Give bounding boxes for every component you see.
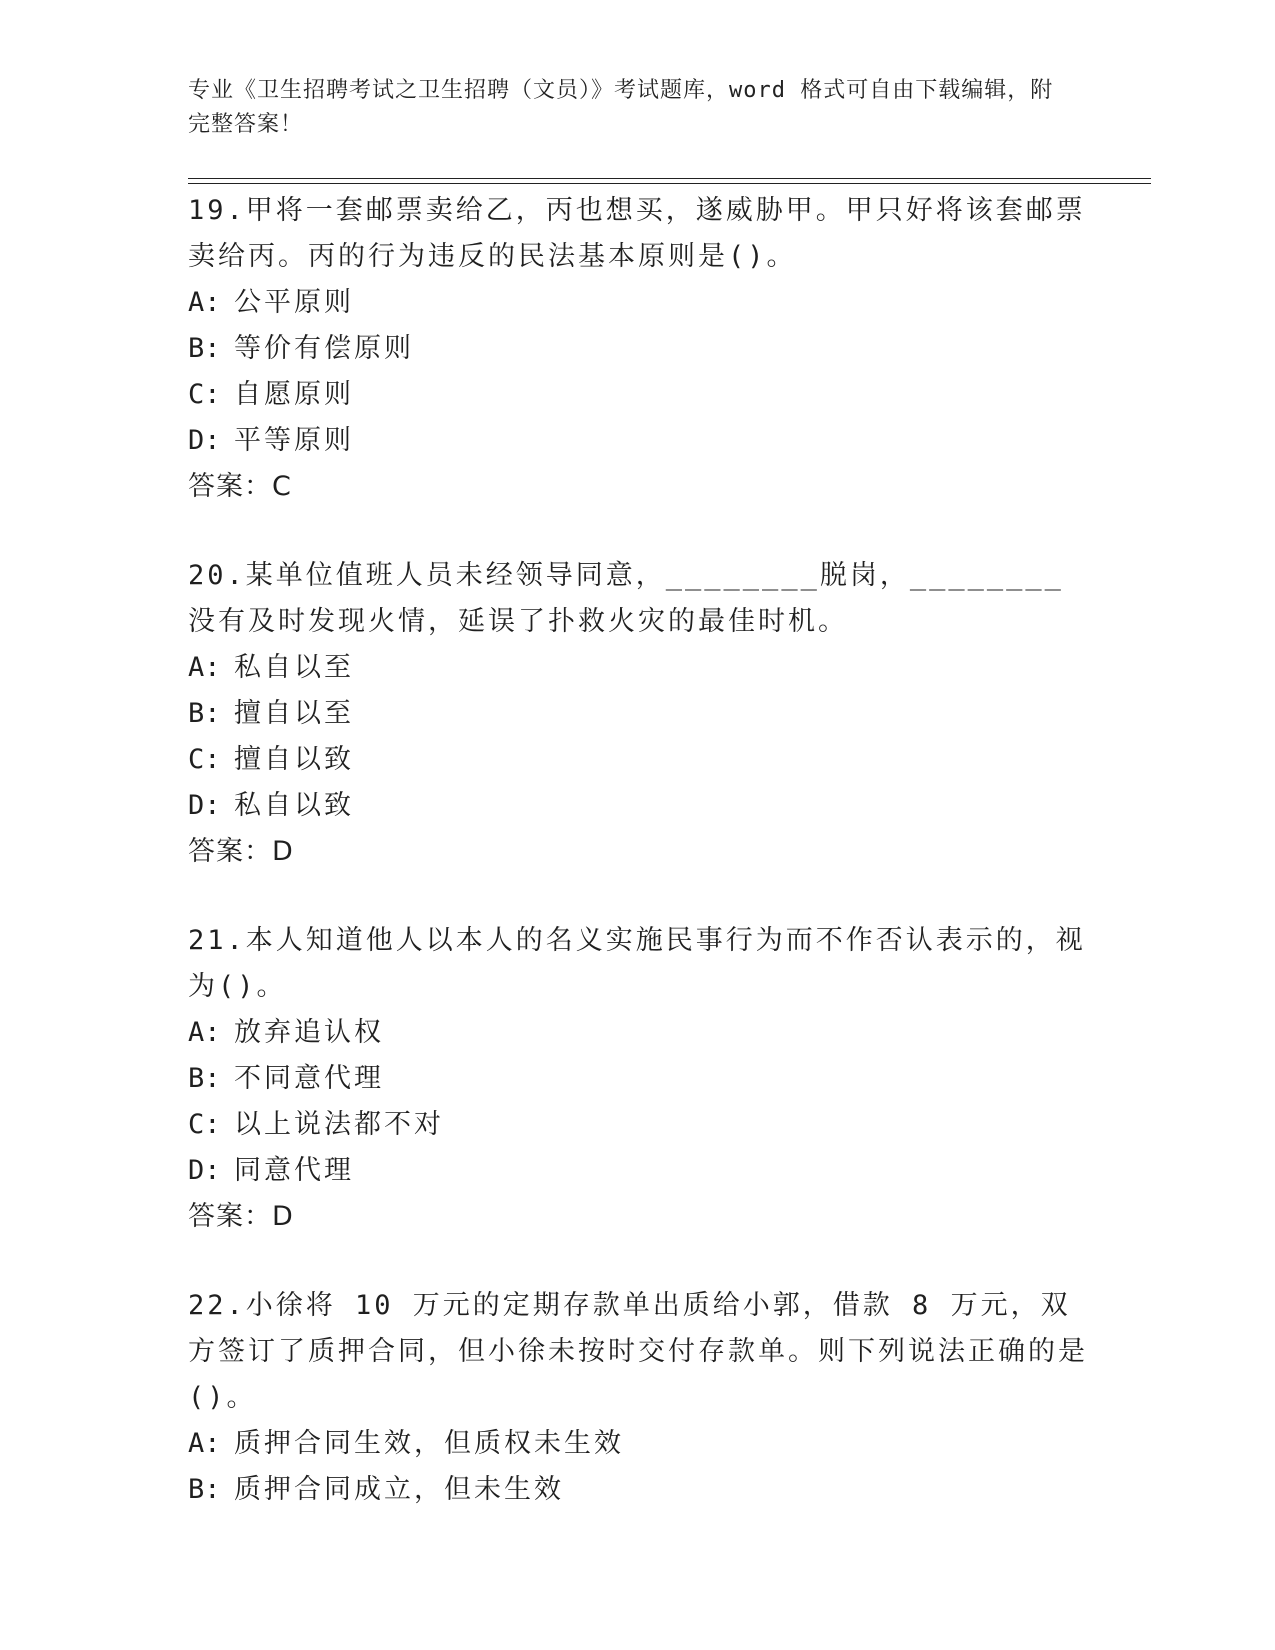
option-text: 公平原则	[234, 287, 354, 318]
option-text: 同意代理	[234, 1155, 354, 1186]
option-text: 质押合同成立，但未生效	[234, 1474, 564, 1505]
option-text: 擅自以致	[234, 744, 354, 775]
option-text: 自愿原则	[234, 379, 354, 410]
option-d	[188, 783, 1088, 829]
option-c	[188, 372, 1088, 418]
option-letter: B:	[188, 1474, 221, 1505]
option-text: 私自以至	[234, 652, 354, 683]
option-b	[188, 1056, 1088, 1102]
option-text: 平等原则	[234, 425, 354, 456]
option-letter: A:	[188, 652, 221, 683]
question-19	[188, 188, 1088, 510]
option-letter: A:	[188, 1428, 221, 1459]
question-21	[188, 918, 1088, 1240]
option-text: 以上说法都不对	[234, 1109, 444, 1140]
option-letter: C:	[188, 379, 221, 410]
question-20	[188, 553, 1088, 875]
option-b	[188, 691, 1088, 737]
option-d	[188, 418, 1088, 464]
option-c	[188, 1102, 1088, 1148]
option-letter: B:	[188, 1063, 221, 1094]
option-a	[188, 280, 1088, 326]
option-text: 擅自以至	[234, 698, 354, 729]
option-text: 质押合同生效，但质权未生效	[234, 1428, 624, 1459]
question-stem	[188, 188, 1088, 280]
question-stem	[188, 1283, 1088, 1421]
option-b	[188, 326, 1088, 372]
option-letter: A:	[188, 1017, 221, 1048]
question-22	[188, 1283, 1088, 1513]
option-text: 私自以致	[234, 790, 354, 821]
option-c	[188, 737, 1088, 783]
option-a	[188, 645, 1088, 691]
question-number: 21.	[188, 925, 246, 956]
document-header: 专业《卫生招聘考试之卫生招聘（文员）》考试题库，word 格式可自由下载编辑，附完整答案！	[188, 78, 1054, 137]
option-letter: A:	[188, 287, 221, 318]
answer: 答案：D	[188, 836, 294, 867]
option-a	[188, 1010, 1088, 1056]
option-d	[188, 1148, 1088, 1194]
question-number: 22.	[188, 1290, 246, 1321]
header-divider-top	[188, 178, 1151, 179]
option-text: 放弃追认权	[234, 1017, 384, 1048]
option-text: 不同意代理	[234, 1063, 384, 1094]
option-letter: D:	[188, 790, 221, 821]
question-stem	[188, 918, 1088, 1010]
option-letter: B:	[188, 698, 221, 729]
question-number: 19.	[188, 195, 246, 226]
question-text: 甲将一套邮票卖给乙，丙也想买，遂威胁甲。甲只好将该套邮票卖给丙。丙的行为违反的民法基本原则是()。	[188, 195, 1086, 272]
option-letter: D:	[188, 1155, 221, 1186]
option-letter: C:	[188, 1109, 221, 1140]
option-b	[188, 1467, 1088, 1513]
option-a	[188, 1421, 1088, 1467]
question-number: 20.	[188, 560, 246, 591]
answer: 答案：C	[188, 471, 292, 502]
question-text: 某单位值班人员未经领导同意，________脱岗，________没有及时发现火情，延误了扑救火灾的最佳时机。	[188, 560, 1064, 637]
header-divider-bottom	[188, 183, 1151, 184]
option-letter: D:	[188, 425, 221, 456]
question-stem	[188, 553, 1088, 645]
option-text: 等价有偿原则	[234, 333, 414, 364]
question-text: 本人知道他人以本人的名义实施民事行为而不作否认表示的，视为()。	[188, 925, 1086, 1002]
option-letter: B:	[188, 333, 221, 364]
question-text: 小徐将 10 万元的定期存款单出质给小郭，借款 8 万元，双方签订了质押合同，但小徐未按时交付存款单。则下列说法正确的是()。	[188, 1290, 1088, 1413]
option-letter: C:	[188, 744, 221, 775]
answer: 答案：D	[188, 1201, 294, 1232]
